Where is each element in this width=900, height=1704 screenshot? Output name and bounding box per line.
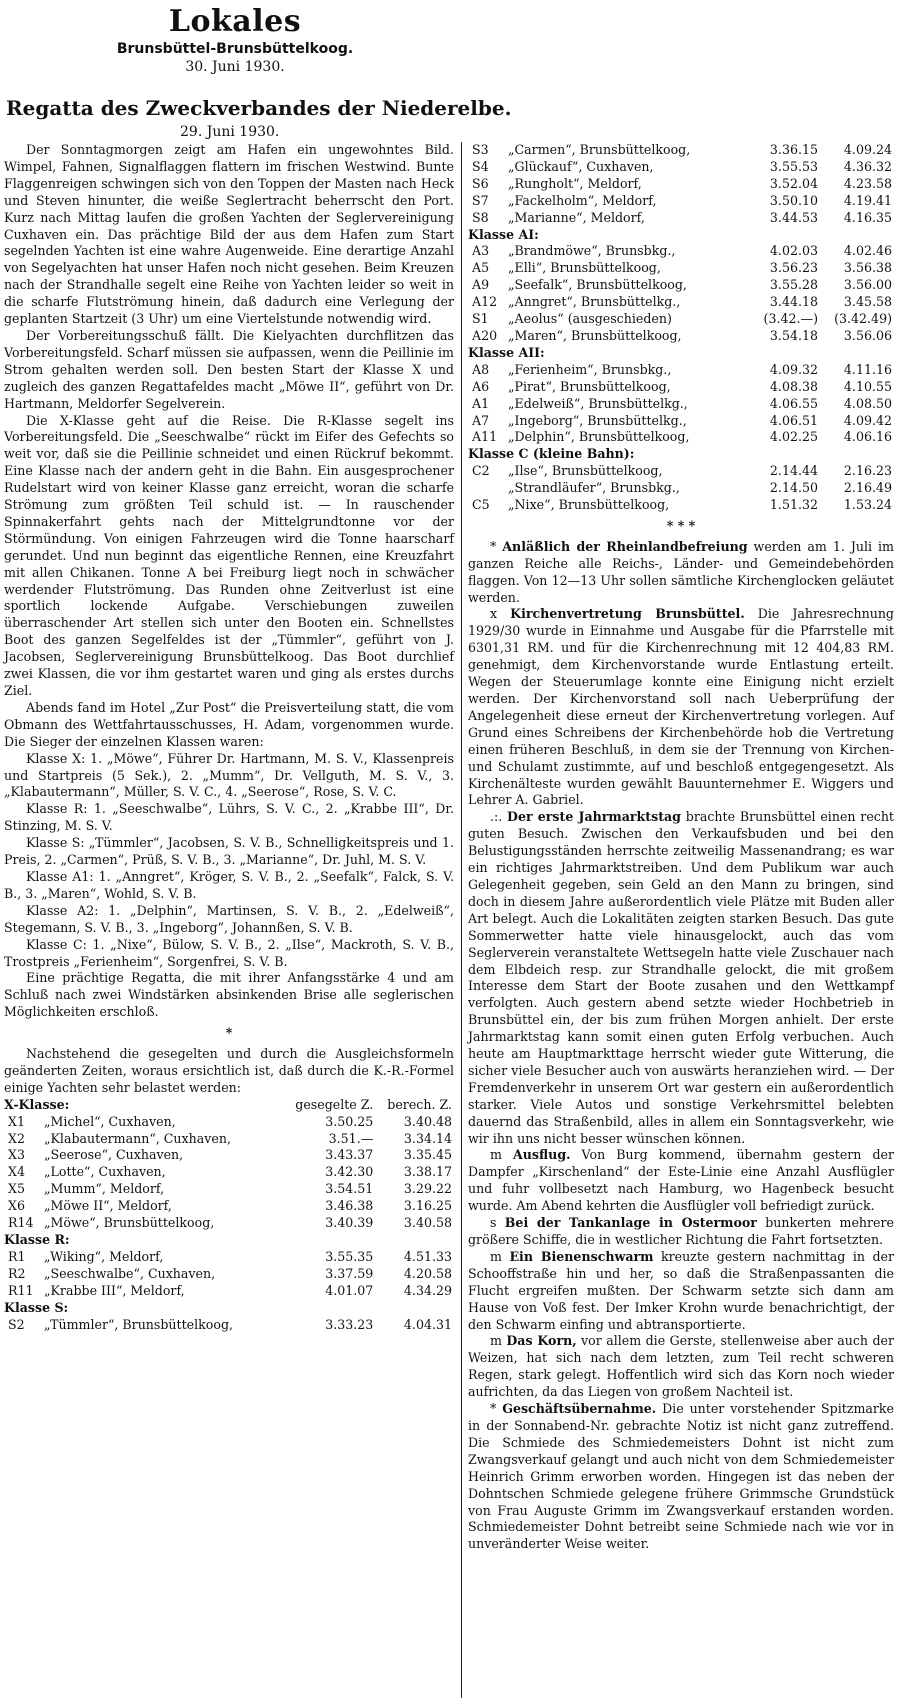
news-text: Die unter vorstehender Spitzmarke in der Sonnabend-Nr. gebrachte Notiz ist nicht ganz zutreffend. Die Schmiede des Schmiedemeisters Dohnt ist nicht zum Zwangsverkauf gelangt und auch nicht von dem Schmiedemeister Heinrich Grimm erworben worden. Hingegen ist das neben der Dohntschen Schmiede gelegene frühere Grimmsche Grundstück von Frau Auguste Grimm im Zwangsverkauf erstanden worden. Schmiedemeister Dohnt betreibt seine Schmiede nach wie vor in unveränderter Weise weiter. xyxy=(468,1401,894,1552)
class-label: Klasse R: xyxy=(4,1232,70,1247)
class-row xyxy=(4,1232,454,1249)
paragraph: Klasse A2: 1. „Delphin“, Martinsen, S. V. B., 2. „Edelweiß“, Stegemann, S. V. B., 3. „Ingeborg“, Johannßen, S. V. B. xyxy=(4,902,454,935)
class-row xyxy=(468,345,894,362)
table-row xyxy=(468,142,894,159)
boat-code: S6 xyxy=(472,175,489,191)
news-item xyxy=(468,1249,894,1334)
boat-name: „Michel“, Cuxhaven, xyxy=(44,1113,176,1129)
boat-name: „Anngret“, Brunsbüttelkg., xyxy=(508,294,681,310)
column-divider xyxy=(461,142,462,1698)
table-row xyxy=(468,328,894,345)
news-items xyxy=(468,539,894,1553)
calculated-time: 3.38.17 xyxy=(403,1164,452,1180)
table-row xyxy=(468,294,894,311)
news-text: vor allem die Gerste, stellenweise aber auch der Weizen, hat sich nach dem letzten, zum Teil recht schweren Regen, stark gelegt. Hoffentlich wird sich das Korn noch wieder aufrichten, da das Liegen von großem Nachteil ist. xyxy=(468,1333,894,1400)
sailed-time: 4.09.32 xyxy=(769,361,818,377)
news-text: Die Jahresrechnung 1929/30 wurde in Einnahme und Ausgabe für die Pfarrstelle mit 6301,31 RM. und für die Kirchenrechnung mit 12 404,83 RM. genehmigt, dem Kirchenvorstande wurde Entlastung erteilt. Wegen der Steuerumlage konnte eine Einigung nicht erzielt werden. Der Kirchenvorstand soll nach Ueberprüfung der Angelegenheit diese erneut der Kirchenvertretung vorlegen. Auf Grund eines Schreibens der Kirchenbehörde hob die Vertretung einen früheren Beschluß, in dem sie der Trennung von Kirchen- und Schulamt zustimmte, auf und beschloß entgegengesetzt. Als Kirchenälteste wurden gewählt Bauunternehmer E. Wiggers und Lehrer A. Gabriel. xyxy=(468,606,894,808)
table-row xyxy=(468,243,894,260)
sailed-time: 4.01.07 xyxy=(325,1282,374,1298)
sailed-time: 3.56.23 xyxy=(769,260,818,276)
table-row xyxy=(468,396,894,413)
sailed-time: 4.02.25 xyxy=(769,429,818,445)
table-row xyxy=(468,463,894,480)
paragraph: Der Sonntagmorgen zeigt am Hafen ein ungewohntes Bild. Wimpel, Fahnen, Signalflaggen flattern im frischen Westwind. Bunte Flaggenreigen schwingen sich von den Toppen der Masten nach Heck und Steven hinunter, die weiße Seglertracht beherrscht den Port. Kurz nach Mittag laufen die großen Yachten der Seglervereinigung Cuxhaven ein. Das prächtige Bild der aus dem Hafen zum Start segelnden Yachten ist eine wahre Augenweide. Eine derartige Anzahl von Segelyachten hat unser Hafen noch nicht gesehen. Beim Kreuzen nach der Strandhalle segelt eine Reihe von Yachten leider so weit in die scharfe Flutströmung hinein, daß dadurch eine Verlegung der geplanten Startzeit (3 Uhr) um eine Viertelstunde notwendig wird. xyxy=(4,142,454,327)
table-row xyxy=(468,480,894,497)
table-row xyxy=(4,1131,454,1148)
boat-code: A9 xyxy=(472,277,490,293)
paragraph: Abends fand im Hotel „Zur Post“ die Preisverteilung statt, die vom Obmann des Wettfahrtausschusses, H. Adam, vorgenommen wurde. Die Sieger der einzelnen Klassen waren: xyxy=(4,699,454,749)
boat-code: X1 xyxy=(8,1113,25,1129)
boat-name: „Ilse“, Brunsbüttelkoog, xyxy=(508,463,663,479)
calculated-time: 4.08.50 xyxy=(843,395,892,411)
boat-name: „Ferienheim“, Brunsbkg., xyxy=(508,361,672,377)
paragraph: Nachstehend die gesegelten und durch die Ausgleichsformeln geänderten Zeiten, woraus ersichtlich ist, daß durch die K.-R.-Formel einige Yachten sehr belastet werden: xyxy=(4,1046,454,1095)
sailed-time: 3.55.28 xyxy=(769,277,818,293)
calculated-time: 2.16.23 xyxy=(843,463,892,479)
calculated-time: 4.16.35 xyxy=(843,209,892,225)
calculated-time: 4.19.41 xyxy=(843,192,892,208)
news-marker: * xyxy=(490,1401,497,1417)
calculated-time: 4.20.58 xyxy=(403,1265,452,1281)
calculated-time: 4.10.55 xyxy=(843,378,892,394)
class-label: Klasse AI: xyxy=(468,226,539,242)
table-row xyxy=(4,1283,454,1300)
sailed-time: 2.14.50 xyxy=(769,480,818,496)
dateline-place: Brunsbüttel-Brunsbüttelkoog. xyxy=(116,41,354,57)
news-lead: Anläßlich der Rheinlandbefreiung xyxy=(502,538,748,554)
paragraph: Klasse X: 1. „Möwe“, Führer Dr. Hartmann, M. S. V., Klassenpreis und Startpreis (5 Sek.), 2. „Mumm“, Dr. Vellguth, M. S. V., 3. „Klabautermann“, Müller, S. V. C., 4. „Seerose“, Rose, S. V. C. xyxy=(4,750,454,800)
sailed-time: 3.40.39 xyxy=(325,1215,374,1231)
boat-name: „Nixe“, Brunsbüttelkoog, xyxy=(508,497,670,513)
boat-name: „Strandläufer“, Brunsbkg., xyxy=(508,480,680,496)
col-header-sailed: gesegelte Z. xyxy=(295,1096,374,1112)
sailed-time: 3.44.18 xyxy=(769,294,818,310)
boat-code: S3 xyxy=(472,142,489,157)
news-item xyxy=(468,1333,894,1401)
news-item xyxy=(468,809,894,1147)
sailed-time: 3.55.53 xyxy=(769,158,818,174)
table-row xyxy=(4,1266,454,1283)
boat-name: „Klabautermann“, Cuxhaven, xyxy=(44,1130,231,1146)
boat-code: R1 xyxy=(8,1248,26,1264)
sailed-time: 3.50.25 xyxy=(325,1113,374,1129)
news-lead: Das Korn, xyxy=(506,1333,577,1349)
sailed-time: 3.54.18 xyxy=(769,327,818,343)
news-text: brachte Brunsbüttel einen recht guten Besuch. Zwischen den Verkaufsbuden und bei den Belustigungsständen herrschte zeitweilig Massenandrang; es war ein richtiges Jahrmarktstreiben. Und dem Publikum war auch Gelegenheit gegeben, sein Geld an den Mann zu bringen, sind doch in diesem Jahre außerordentlich viele Plätze mit Buden aller Art belegt. Auch die Lokalitäten zeigten starken Besuch. Das gute Sommerwetter hatte viele hinausgelockt, auch das vom Seglerverein veranstaltete Wettsegeln hatte viele Zuschauer nach dem Elbdeich resp. zur Strandhalle gelockt, die mit großem Interesse dem Start der Boote zusahen und den Wettkampf verfolgten. Auch gestern abend setzte wieder Hochbetrieb in Brunsbüttel ein, der bis zum frühen Morgen anhielt. Der erste Jahrmarktstag kann somit einen guten Erfolg verbuchen. Auch heute am Hauptmarkttage herrscht wieder gute Witterung, die sicher viele Besucher auch von auswärts heranziehen wird. — Der Fremdenverkehr in unserem Ort war gestern ein außerordentlich starker. Viele Autos und sonstige Verkehrsmittel belebten dauernd das Straßenbild, alles in allem ein Sonntagsverkehr, wie wir ihn uns nicht besser wünschen können. xyxy=(468,809,894,1146)
stars-separator: * * * xyxy=(666,517,696,533)
news-lead: Geschäftsübernahme. xyxy=(502,1401,657,1417)
right-column xyxy=(468,142,894,1553)
calculated-time: (3.42.49) xyxy=(834,311,892,327)
boat-code: A11 xyxy=(472,429,498,445)
news-lead: Bei der Tankanlage in Ostermoor xyxy=(504,1215,757,1231)
boat-name: „Pirat“, Brunsbüttelkoog, xyxy=(508,378,671,394)
news-item xyxy=(468,1147,894,1215)
boat-name: „Mumm“, Meldorf, xyxy=(44,1181,165,1197)
sailed-time: 3.44.53 xyxy=(769,209,818,225)
sailed-time: 3.55.35 xyxy=(325,1248,374,1264)
calculated-time: 3.16.25 xyxy=(403,1198,452,1214)
calculated-time: 4.23.58 xyxy=(843,175,892,191)
table-row xyxy=(4,1181,454,1198)
paragraph: Eine prächtige Regatta, die mit ihrer Anfangsstärke 4 und am Schluß nach zwei Windstärken absinkenden Brise alle seglerischen Möglichkeiten erschloß. xyxy=(4,970,454,1020)
sailed-time: 3.51.— xyxy=(328,1130,374,1146)
boat-name: „Maren“, Brunsbüttelkoog, xyxy=(508,327,682,343)
separator: * xyxy=(225,1025,233,1041)
paragraph: Klasse S: „Tümmler“, Jacobsen, S. V. B., Schnelligkeitspreis und 1. Preis, 2. „Carmen“, Prüß, S. V. B., 3. „Marianne“, Dr. Juhl, M. S. V. xyxy=(4,835,454,868)
calculated-time: 3.35.45 xyxy=(403,1147,452,1163)
boat-code: X5 xyxy=(8,1181,25,1197)
boat-code: A7 xyxy=(472,412,490,428)
news-marker: s xyxy=(490,1215,497,1231)
boat-name: „Delphin“, Brunsbüttelkoog, xyxy=(508,429,690,445)
news-item xyxy=(468,1215,894,1249)
calculated-time: 3.56.06 xyxy=(843,327,892,343)
sailed-time: 3.33.23 xyxy=(325,1316,374,1332)
boat-name: „Krabbe III“, Meldorf, xyxy=(44,1282,185,1298)
paragraph: Der Vorbereitungsschuß fällt. Die Kielyachten durchflitzen das Vorbereitungsfeld. Scharf müssen sie aufpassen, wenn die Peillinie im Strom gehalten werden soll. Den besten Start der Klasse X und zugleich des ganzen Regattafeldes macht „Möwe II“, geführt von Dr. Hartmann, Meldorfer Segelverein. xyxy=(4,327,454,411)
boat-name: „Marianne“, Meldorf, xyxy=(508,209,645,225)
table-row xyxy=(468,159,894,176)
paragraph: Klasse A1: 1. „Anngret“, Kröger, S. V. B., 2. „Seefalk“, Falck, S. V. B., 3. „Maren“, Wohld, S. V. B. xyxy=(4,868,454,901)
table-row xyxy=(468,429,894,446)
table-row xyxy=(468,277,894,294)
table-row xyxy=(4,1114,454,1131)
calculated-time: 4.36.32 xyxy=(843,158,892,174)
calculated-time: 1.53.24 xyxy=(843,497,892,513)
boat-code: X3 xyxy=(8,1147,25,1163)
boat-name: „Carmen“, Brunsbüttelkoog, xyxy=(508,142,691,157)
boat-code: S4 xyxy=(472,158,489,174)
boat-code: S2 xyxy=(8,1316,25,1332)
class-row xyxy=(4,1300,454,1317)
news-item xyxy=(468,539,894,607)
calculated-time: 3.56.00 xyxy=(843,277,892,293)
class-label: Klasse C (kleine Bahn): xyxy=(468,446,635,462)
table-row xyxy=(4,1147,454,1164)
sailed-time: 3.43.37 xyxy=(325,1147,374,1163)
calculated-time: 3.56.38 xyxy=(843,260,892,276)
table-row xyxy=(4,1198,454,1215)
sailed-time: 1.51.32 xyxy=(769,497,818,513)
masthead xyxy=(110,4,360,75)
boat-code: X4 xyxy=(8,1164,25,1180)
results-table-right xyxy=(468,142,894,514)
boat-code: R14 xyxy=(8,1215,34,1231)
class-label: Klasse S: xyxy=(4,1299,69,1315)
news-text: kreuzte gestern nachmittag in der Schooffstraße hin und her, so daß die Straßenpassanten die Flucht ergreifen mußten. Der Schwarm setzte sich dann am Hause von Voß fest. Der Imker Krohn wurde benachrichtigt, der den Schwarm einfing und abtransportierte. xyxy=(468,1248,894,1332)
section-title: Lokales xyxy=(168,4,302,39)
results-table-left xyxy=(4,1097,454,1334)
news-text: bunkerten mehrere größere Schiffe, die in westlicher Richtung die Fahrt fortsetzten. xyxy=(468,1215,894,1247)
boat-name: „Edelweiß“, Brunsbüttelkg., xyxy=(508,395,688,411)
table-header xyxy=(4,1097,454,1114)
sailed-time: 3.50.10 xyxy=(769,192,818,208)
news-lead: Ein Bienenschwarm xyxy=(509,1248,654,1264)
boat-code: A8 xyxy=(472,361,490,377)
boat-name: „Lotte“, Cuxhaven, xyxy=(44,1164,166,1180)
news-marker: x xyxy=(490,606,498,622)
news-lead: Der erste Jahrmarktstag xyxy=(507,809,681,825)
boat-name: „Fackelholm“, Meldorf, xyxy=(508,192,657,208)
calculated-time: 4.11.16 xyxy=(843,361,892,377)
news-marker: m xyxy=(490,1333,502,1349)
news-lead: Ausflug. xyxy=(512,1147,571,1163)
news-marker: .:. xyxy=(490,809,503,825)
sailed-time: 3.36.15 xyxy=(769,142,818,157)
sailed-time: 4.08.38 xyxy=(769,378,818,394)
sailed-time: 4.06.55 xyxy=(769,395,818,411)
paragraph: Klasse C: 1. „Nixe“, Bülow, S. V. B., 2. „Ilse“, Mackroth, S. V. B., Trostpreis „Ferienheim“, Sorgenfrei, S. V. B. xyxy=(4,936,454,969)
boat-code: R11 xyxy=(8,1282,34,1298)
boat-name: „Elli“, Brunsbüttelkoog, xyxy=(508,260,661,276)
boat-code: C5 xyxy=(472,497,490,513)
boat-name: „Tümmler“, Brunsbüttelkoog, xyxy=(44,1316,234,1332)
boat-name: „Wiking“, Meldorf, xyxy=(44,1248,164,1264)
sailed-time: 3.54.51 xyxy=(325,1181,374,1197)
calculated-time: 3.40.48 xyxy=(403,1113,452,1129)
boat-code xyxy=(468,480,508,497)
calculated-time: 2.16.49 xyxy=(843,480,892,496)
boat-name: „Aeolus“ (ausgeschieden) xyxy=(508,311,672,327)
calculated-time: 4.51.33 xyxy=(403,1248,452,1264)
news-text: Von Burg kommend, übernahm gestern der Dampfer „Kirschenland“ der Este-Linie eine Anzahl Ausflügler und fuhr vollbesetzt nach Hamburg, wo Hagenbeck besucht wurde. Am Abend kehrten die Ausflügler voll befriedigt zurück. xyxy=(468,1147,894,1214)
boat-name: „Glückauf“, Cuxhaven, xyxy=(508,158,654,174)
article-headline: Regatta des Zweckverbandes der Niederelbe. xyxy=(6,96,512,120)
boat-code: X6 xyxy=(8,1198,25,1214)
class-label: X-Klasse: xyxy=(4,1096,70,1112)
boat-name: „Seerose“, Cuxhaven, xyxy=(44,1147,184,1163)
boat-name: „Möwe“, Brunsbüttelkoog, xyxy=(44,1215,215,1231)
table-row xyxy=(468,413,894,430)
calculated-time: 4.09.42 xyxy=(843,412,892,428)
boat-name: „Rungholt“, Meldorf, xyxy=(508,175,642,191)
boat-name: „Seefalk“, Brunsbüttelkoog, xyxy=(508,277,687,293)
table-row xyxy=(468,176,894,193)
boat-code: S8 xyxy=(472,209,489,225)
dateline-date: 30. Juni 1930. xyxy=(185,59,285,75)
news-marker: m xyxy=(490,1248,502,1264)
sailed-time: (3.42.—) xyxy=(763,311,818,327)
boat-code: A6 xyxy=(472,378,490,394)
sailed-time: 3.37.59 xyxy=(325,1265,374,1281)
sailed-time: 2.14.44 xyxy=(769,463,818,479)
news-text: werden am 1. Juli im ganzen Reiche alle Reichs-, Länder- und Gemeindebehörden flaggen. Von 12—13 Uhr sollen sämtliche Kirchenglocken geläutet werden. xyxy=(468,538,894,605)
calculated-time: 4.04.31 xyxy=(403,1316,452,1332)
news-lead: Kirchenvertretung Brunsbüttel. xyxy=(510,606,745,622)
news-marker: m xyxy=(490,1147,502,1163)
boat-code: A20 xyxy=(472,327,498,343)
calculated-time: 4.09.24 xyxy=(843,142,892,157)
table-row xyxy=(4,1164,454,1181)
news-item xyxy=(468,606,894,809)
table-row xyxy=(468,311,894,328)
boat-code: C2 xyxy=(472,463,490,479)
col-header-calculated: berech. Z. xyxy=(387,1096,452,1112)
calculated-time: 3.40.58 xyxy=(403,1215,452,1231)
table-row xyxy=(468,497,894,514)
table-row xyxy=(4,1215,454,1232)
article-date: 29. Juni 1930. xyxy=(180,124,280,140)
calculated-time: 3.29.22 xyxy=(403,1181,452,1197)
sailed-time: 4.06.51 xyxy=(769,412,818,428)
sailed-time: 3.42.30 xyxy=(325,1164,374,1180)
boat-code: A3 xyxy=(472,243,490,259)
class-row xyxy=(468,227,894,244)
boat-code: S1 xyxy=(472,311,489,327)
class-row xyxy=(468,446,894,463)
boat-code: S7 xyxy=(472,192,489,208)
boat-code: A1 xyxy=(472,395,490,411)
calculated-time: 3.34.14 xyxy=(403,1130,452,1146)
calculated-time: 3.45.58 xyxy=(843,294,892,310)
boat-name: „Seeschwalbe“, Cuxhaven, xyxy=(44,1265,216,1281)
left-column xyxy=(4,142,454,1333)
news-marker: * xyxy=(490,538,497,554)
calculated-time: 4.02.46 xyxy=(843,243,892,259)
boat-code: R2 xyxy=(8,1265,26,1281)
news-item xyxy=(468,1401,894,1553)
table-row xyxy=(468,362,894,379)
boat-name: „Möwe II“, Meldorf, xyxy=(44,1198,172,1214)
table-row xyxy=(4,1249,454,1266)
boat-code: X2 xyxy=(8,1130,25,1146)
boat-code: A12 xyxy=(472,294,498,310)
boat-name: „Ingeborg“, Brunsbüttelkg., xyxy=(508,412,687,428)
calculated-time: 4.34.29 xyxy=(403,1282,452,1298)
boat-code: A5 xyxy=(472,260,490,276)
class-label: Klasse AII: xyxy=(468,344,545,360)
table-row xyxy=(468,379,894,396)
paragraph: Klasse R: 1. „Seeschwalbe“, Lührs, S. V. C., 2. „Krabbe III“, Dr. Stinzing, M. S. V. xyxy=(4,801,454,834)
paragraph: Die X-Klasse geht auf die Reise. Die R-Klasse segelt ins Vorbereitungsfeld. Die „Seeschwalbe“ rückt im Eifer des Gefechts so weit vor, daß sie die Peillinie schneidet und einen Rückruf bekommt. Eine Klasse nach der andern geht in die Bahn. Ein ausgesprochener Rudelstart wird von keiner Klasse ganz erreicht, woran die scharfe Strömung zum größten Teil schuld ist. — In rauschender Spinnakerfahrt gehts nach der Mittelgrundtonne vor der Störmündung. Von einigen Fahrzeugen wird die Tonne haarscharf gerundet. Und nun beginnt das eigentliche Rennen, eine Kreuzfahrt mit allen Chikanen. Tonne A bei Freiburg liegt noch in schwächer werdender Flutströmung. Das Runden ohne Zeitverlust ist eine sportlich lockende Aufgabe. Verschiebungen zuweilen überraschender Art stellen sich unter den Booten ein. Schnellstes Boot des ganzen Segelfeldes ist der „Tümmler“, geführt von J. Jacobsen, Seglervereinigung Brunsbüttelkoog. Das Boot durchlief zwei Klassen, die vor ihm gestartet waren und ging als erstes durchs Ziel. xyxy=(4,412,454,698)
boat-name: „Brandmöwe“, Brunsbkg., xyxy=(508,243,676,259)
sailed-time: 3.52.04 xyxy=(769,175,818,191)
table-row xyxy=(468,210,894,227)
table-row xyxy=(468,260,894,277)
table-row xyxy=(468,193,894,210)
table-row xyxy=(4,1317,454,1334)
calculated-time: 4.06.16 xyxy=(843,429,892,445)
sailed-time: 4.02.03 xyxy=(769,243,818,259)
sailed-time: 3.46.38 xyxy=(325,1198,374,1214)
